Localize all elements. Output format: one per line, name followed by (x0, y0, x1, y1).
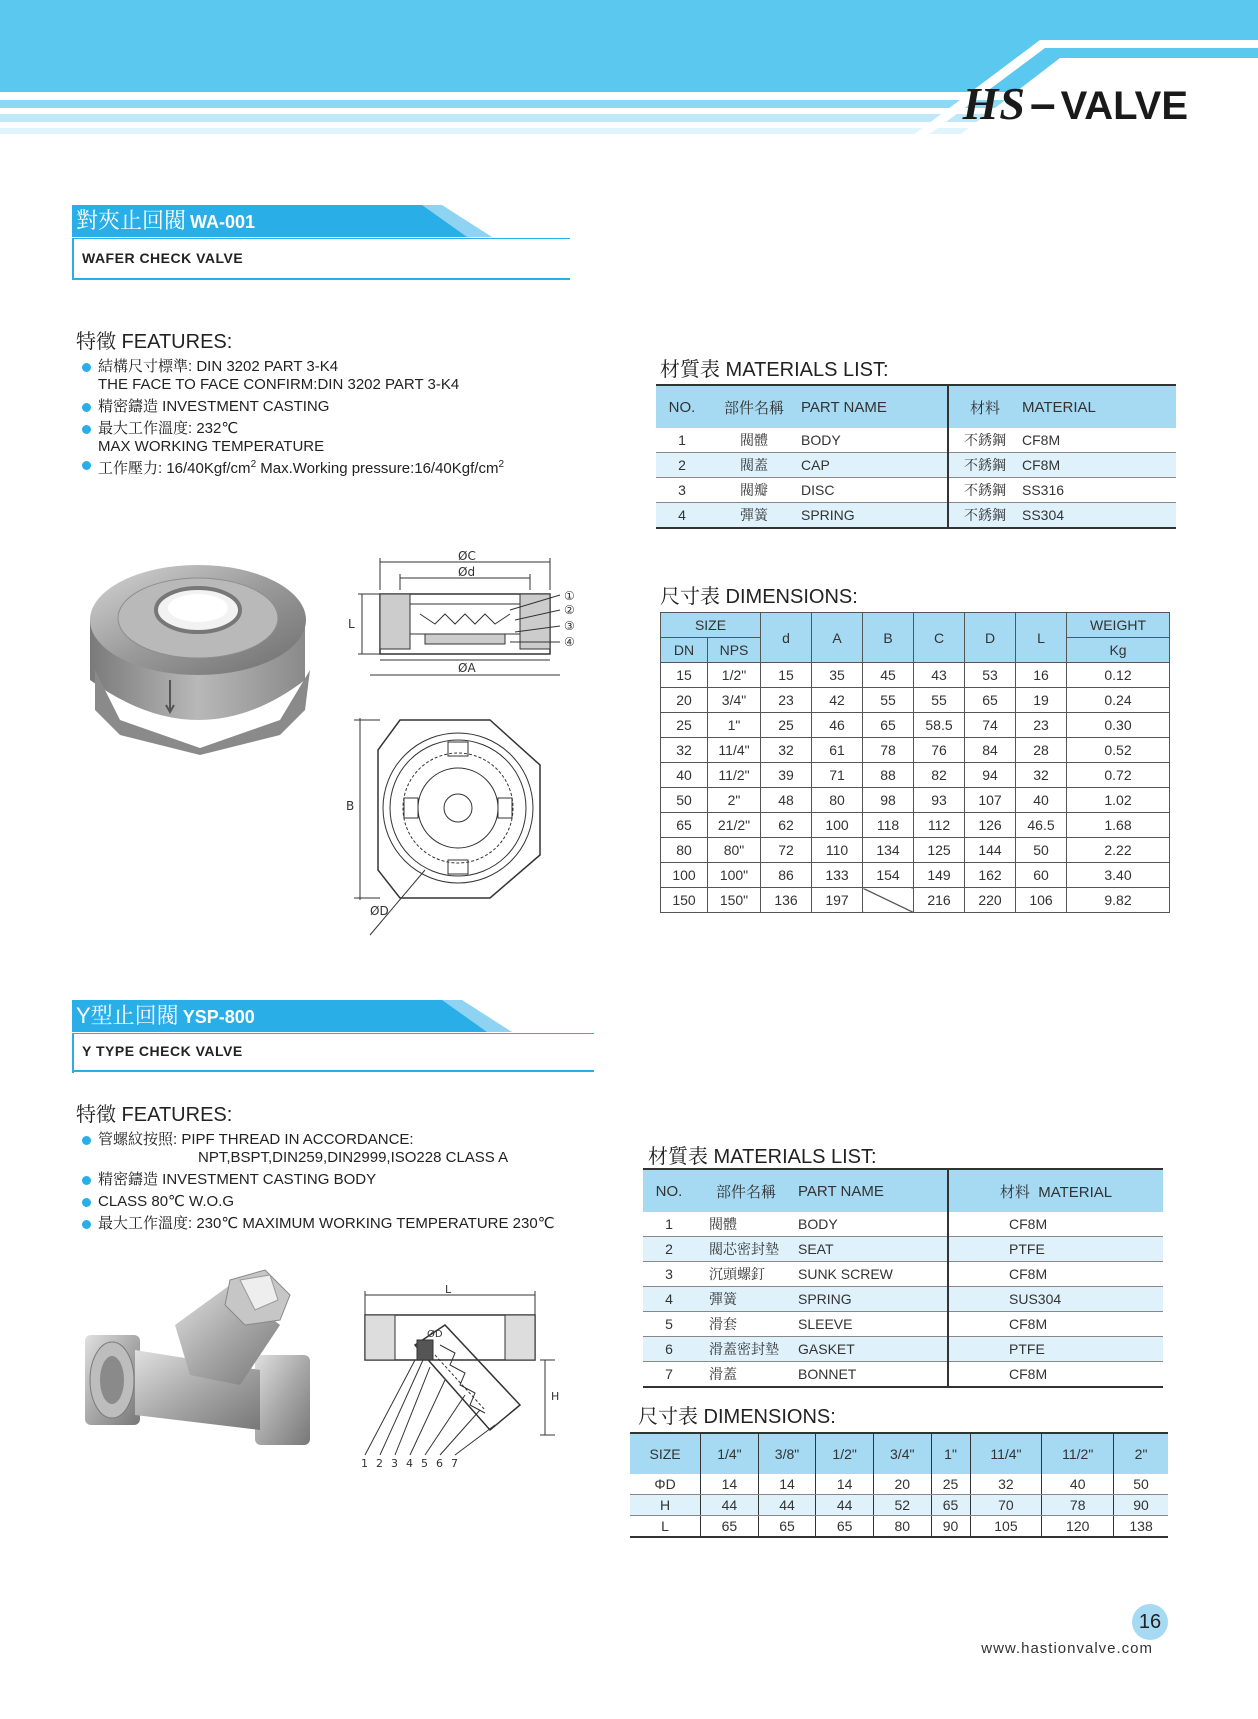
mat-part-en: GASKET (797, 1337, 948, 1362)
mat-part-en: SPRING (797, 1287, 948, 1312)
wafer-subtitle: WAFER CHECK VALVE (82, 250, 244, 266)
wafer-materials-heading: 材質表 MATERIALS LIST: (660, 359, 889, 381)
svg-text:ØD: ØD (427, 1329, 443, 1340)
ytype-mat-row (643, 1362, 1163, 1388)
dims-cell: 78 (1042, 1495, 1114, 1516)
dims-cell: 134 (863, 838, 914, 863)
dims-cell: 58.5 (914, 713, 965, 738)
wafer-dims-row (661, 788, 1170, 813)
mat-part-en: SEAT (797, 1237, 948, 1262)
wafer-feature-2: 精密鑄造 INVESTMENT CASTING (80, 398, 600, 416)
dims-cell: 62 (761, 813, 812, 838)
mat-no: 3 (643, 1262, 695, 1287)
ytype-features-list (80, 1131, 640, 1233)
ytype-feature-2: 精密鑄造 INVESTMENT CASTING BODY (80, 1171, 640, 1189)
dims-cell: 107 (965, 788, 1016, 813)
ytype-section-drawing (355, 1285, 585, 1470)
wafer-dims-col-dd: D (965, 613, 1016, 663)
ytype-feature-3: CLASS 80℃ W.O.G (80, 1193, 640, 1211)
dims-cell: 44 (701, 1495, 759, 1516)
wafer-front-drawing (340, 710, 550, 940)
svg-text:5: 5 (421, 1457, 428, 1470)
wafer-dims-col-size: SIZE (661, 613, 761, 638)
dims-cell: 74 (965, 713, 1016, 738)
mat-material: PTFE (948, 1237, 1163, 1262)
dims-cell: 32 (970, 1474, 1042, 1495)
svg-text:B: B (346, 799, 355, 813)
wafer-dims-row (661, 763, 1170, 788)
mat-part-cn: 滑套 (695, 1312, 797, 1337)
brand-valve: VALVE (1060, 84, 1188, 128)
mat-material: CF8M (948, 1262, 1163, 1287)
mat-no: 5 (643, 1312, 695, 1337)
dims-cell-empty (863, 888, 914, 913)
dims-cell: 98 (863, 788, 914, 813)
mat-part-cn: 閥蓋 (708, 453, 800, 478)
page-number: 16 (1132, 1604, 1168, 1640)
mat-no: 2 (656, 453, 708, 478)
wafer-features-list (80, 358, 600, 478)
wafer-dims-col-weight: WEIGHT (1067, 613, 1170, 638)
svg-text:ØD: ØD (370, 904, 389, 918)
mat-material-en: CF8M (1021, 453, 1176, 478)
wafer-dims-row (661, 863, 1170, 888)
ytype-dims-col: 3/8" (758, 1433, 816, 1474)
dims-cell: 94 (965, 763, 1016, 788)
mat-part-en: BODY (800, 428, 948, 453)
wafer-dims-col-dn: DN (661, 638, 708, 663)
dims-cell: 0.24 (1067, 688, 1170, 713)
dims-cell: 0.52 (1067, 738, 1170, 763)
dims-cell: 80 (661, 838, 708, 863)
mat-no: 6 (643, 1337, 695, 1362)
dims-cell: 40 (1016, 788, 1067, 813)
dims-cell: 72 (761, 838, 812, 863)
dims-cell: ΦD (630, 1474, 701, 1495)
wafer-dims-row (661, 713, 1170, 738)
mat-part-cn: 彈簧 (695, 1287, 797, 1312)
ytype-section-header (72, 1000, 602, 1075)
dims-cell: 19 (1016, 688, 1067, 713)
ytype-feature-4: 最大工作溫度: 230℃ MAXIMUM WORKING TEMPERATURE 230℃ (80, 1215, 640, 1233)
ytype-materials-table (643, 1168, 1163, 1388)
dims-cell: 28 (1016, 738, 1067, 763)
dims-cell: 1.02 (1067, 788, 1170, 813)
ytype-mat-col-parten: PART NAME (797, 1169, 948, 1212)
mat-material-cn: 不銹鋼 (948, 478, 1021, 503)
wafer-valve-photo (80, 560, 320, 755)
svg-text:2: 2 (376, 1457, 383, 1470)
dims-cell: 65 (931, 1495, 970, 1516)
mat-part-en: SPRING (800, 503, 948, 529)
dims-cell: 120 (1042, 1516, 1114, 1538)
ytype-features-heading: 特徵 FEATURES: (76, 1104, 233, 1126)
ytype-dims-col: 3/4" (873, 1433, 931, 1474)
ytype-mat-col-partcn: 部件名稱 (695, 1169, 797, 1212)
dims-cell: 45 (863, 663, 914, 688)
ytype-mat-col-material: 材料 MATERIAL (948, 1169, 1163, 1212)
svg-text:④: ④ (564, 635, 575, 649)
dims-cell: 65 (816, 1516, 874, 1538)
dims-cell: 86 (761, 863, 812, 888)
mat-no: 3 (656, 478, 708, 503)
dims-cell: 80 (873, 1516, 931, 1538)
dims-cell: 0.12 (1067, 663, 1170, 688)
mat-material: PTFE (948, 1337, 1163, 1362)
wafer-dims-col-a: A (812, 613, 863, 663)
dims-cell: 154 (863, 863, 914, 888)
svg-text:L: L (348, 617, 355, 631)
mat-material: SUS304 (948, 1287, 1163, 1312)
dims-cell: 25 (931, 1474, 970, 1495)
dims-cell: 40 (661, 763, 708, 788)
dims-cell: 35 (812, 663, 863, 688)
ytype-dims-col: 1" (931, 1433, 970, 1474)
mat-part-cn: 閥體 (708, 428, 800, 453)
dims-cell: 50 (1114, 1474, 1168, 1495)
wafer-features-heading: 特徵 FEATURES: (76, 331, 233, 353)
mat-material-en: SS316 (1021, 478, 1176, 503)
wafer-dims-col-d: d (761, 613, 812, 663)
dims-cell: 150 (661, 888, 708, 913)
dims-cell: 100" (708, 863, 761, 888)
ytype-tab-slant (382, 1000, 512, 1034)
wafer-title-cn: 對夾止回閥 (76, 208, 187, 233)
dims-cell: 118 (863, 813, 914, 838)
dims-cell: 50 (661, 788, 708, 813)
dims-cell: 1" (708, 713, 761, 738)
ytype-title-cn: Y型止回閥 (76, 1003, 179, 1028)
dims-cell: 84 (965, 738, 1016, 763)
svg-text:Ød: Ød (458, 565, 476, 579)
dims-cell: 136 (761, 888, 812, 913)
wafer-dims-col-c: C (914, 613, 965, 663)
dims-cell: 88 (863, 763, 914, 788)
dims-cell: 220 (965, 888, 1016, 913)
dims-cell: 100 (812, 813, 863, 838)
svg-text:7: 7 (451, 1457, 458, 1470)
dims-cell: 80" (708, 838, 761, 863)
mat-material-en: CF8M (1021, 428, 1176, 453)
dims-cell: 15 (661, 663, 708, 688)
dims-cell: 65 (701, 1516, 759, 1538)
dims-cell: 110 (812, 838, 863, 863)
wafer-feature-1-cont: THE FACE TO FACE CONFIRM:DIN 3202 PART 3-K4 (98, 376, 460, 393)
wafer-title-tab (72, 205, 366, 237)
mat-material: CF8M (948, 1362, 1163, 1388)
dims-cell: 216 (914, 888, 965, 913)
mat-material-cn: 不銹鋼 (948, 428, 1021, 453)
dims-cell: 46 (812, 713, 863, 738)
wafer-dims-row (661, 688, 1170, 713)
dims-cell: 3/4" (708, 688, 761, 713)
dims-cell: 40 (1042, 1474, 1114, 1495)
mat-no: 2 (643, 1237, 695, 1262)
wafer-dims-row (661, 813, 1170, 838)
svg-text:①: ① (564, 589, 575, 603)
mat-material: CF8M (948, 1212, 1163, 1237)
mat-material-cn: 不銹鋼 (948, 453, 1021, 478)
wafer-dims-col-kg: Kg (1067, 638, 1170, 663)
brand-dash: – (1029, 77, 1057, 129)
wafer-section-header (72, 205, 572, 280)
dims-cell: 55 (914, 688, 965, 713)
ytype-mat-row (643, 1312, 1163, 1337)
dims-cell: 0.72 (1067, 763, 1170, 788)
dims-cell: 14 (758, 1474, 816, 1495)
ytype-mat-row (643, 1337, 1163, 1362)
dims-cell: 1.68 (1067, 813, 1170, 838)
mat-part-cn: 沉頭螺釘 (695, 1262, 797, 1287)
dims-cell: 32 (1016, 763, 1067, 788)
wafer-mat-row (656, 503, 1176, 529)
ytype-dims-col: 2" (1114, 1433, 1168, 1474)
mat-part-cn: 滑蓋密封墊 (695, 1337, 797, 1362)
dims-cell: 48 (761, 788, 812, 813)
wafer-dims-row (661, 838, 1170, 863)
dims-cell: L (630, 1516, 701, 1538)
mat-part-cn: 滑蓋 (695, 1362, 797, 1388)
ytype-code: YSP-800 (182, 1007, 255, 1027)
wafer-section-drawing (340, 550, 590, 685)
mat-part-cn: 閥芯密封墊 (695, 1237, 797, 1262)
svg-text:②: ② (564, 603, 575, 617)
mat-material: CF8M (948, 1312, 1163, 1337)
dims-cell: 93 (914, 788, 965, 813)
dims-cell: 16 (1016, 663, 1067, 688)
dims-cell: 125 (914, 838, 965, 863)
ytype-subtitle: Y TYPE CHECK VALVE (82, 1043, 243, 1059)
svg-text:③: ③ (564, 619, 575, 633)
dims-cell: 82 (914, 763, 965, 788)
ytype-mat-row (643, 1237, 1163, 1262)
mat-part-en: BODY (797, 1212, 948, 1237)
mat-no: 4 (656, 503, 708, 529)
mat-no: 1 (643, 1212, 695, 1237)
ytype-title-tab (72, 1000, 386, 1032)
ytype-dims-col: 1/2" (816, 1433, 874, 1474)
dims-cell: 71 (812, 763, 863, 788)
wafer-mat-row (656, 478, 1176, 503)
wafer-dims-col-nps: NPS (708, 638, 761, 663)
mat-part-cn: 彈簧 (708, 503, 800, 529)
mat-no: 4 (643, 1287, 695, 1312)
website-url: www.hastionvalve.com (981, 1640, 1153, 1657)
mat-part-cn: 閥瓣 (708, 478, 800, 503)
wafer-feature-1: 結構尺寸標準: DIN 3202 PART 3-K4 (80, 358, 600, 376)
dims-cell: 42 (812, 688, 863, 713)
dims-cell: 50 (1016, 838, 1067, 863)
wafer-dims-col-b: B (863, 613, 914, 663)
dims-cell: 11/4" (708, 738, 761, 763)
svg-text:6: 6 (436, 1457, 443, 1470)
dims-cell: 65 (965, 688, 1016, 713)
dims-cell: H (630, 1495, 701, 1516)
ytype-mat-col-no: NO. (643, 1169, 695, 1212)
dims-cell: 32 (661, 738, 708, 763)
dims-cell: 39 (761, 763, 812, 788)
ytype-dims-row (630, 1474, 1168, 1495)
dims-cell: 106 (1016, 888, 1067, 913)
dims-cell: 100 (661, 863, 708, 888)
svg-text:ØC: ØC (458, 550, 476, 563)
ytype-dims-col: SIZE (630, 1433, 701, 1474)
dims-cell: 133 (812, 863, 863, 888)
ytype-feature-1: 管螺紋按照: PIPF THREAD IN ACCORDANCE: (80, 1131, 640, 1149)
mat-part-en: SUNK SCREW (797, 1262, 948, 1287)
ytype-dims-col: 11/4" (970, 1433, 1042, 1474)
dims-cell: 2" (708, 788, 761, 813)
ytype-dims-col: 11/2" (1042, 1433, 1114, 1474)
dims-cell: 162 (965, 863, 1016, 888)
mat-part-en: SLEEVE (797, 1312, 948, 1337)
svg-text:ØA: ØA (458, 661, 476, 675)
wafer-feature-4: 工作壓力: $16/40Kgf/cm^2$ Max.Working $pressure:16/40Kgf/cm^2$ (80, 456, 600, 478)
dims-cell: 23 (1016, 713, 1067, 738)
wafer-dims-row (661, 888, 1170, 913)
dims-cell: 14 (816, 1474, 874, 1495)
wafer-feature-3: 最大工作溫度: 232℃ (80, 420, 600, 438)
ytype-valve-photo (80, 1265, 320, 1450)
wafer-tab-slant (362, 205, 492, 239)
wafer-materials-table (656, 384, 1176, 529)
dims-cell: 15 (761, 663, 812, 688)
dims-cell: 21/2" (708, 813, 761, 838)
dims-cell: 60 (1016, 863, 1067, 888)
brand-logo (963, 76, 1188, 130)
dims-cell: 32 (761, 738, 812, 763)
svg-text:1: 1 (361, 1457, 368, 1470)
mat-part-en: BONNET (797, 1362, 948, 1388)
dims-cell: 9.82 (1067, 888, 1170, 913)
dims-cell: 14 (701, 1474, 759, 1495)
wafer-mat-col-partcn: 部件名稱 (708, 385, 800, 428)
wafer-feature-3-cont: MAX WORKING TEMPERATURE (98, 438, 325, 455)
dims-cell: 11/2" (708, 763, 761, 788)
dims-cell: 2.22 (1067, 838, 1170, 863)
wafer-mat-col-maten: MATERIAL (1021, 385, 1176, 428)
wafer-mat-row (656, 453, 1176, 478)
dims-cell: 80 (812, 788, 863, 813)
svg-text:3: 3 (391, 1457, 398, 1470)
brand-hs: HS (962, 78, 1026, 129)
dims-cell: 44 (816, 1495, 874, 1516)
mat-part-cn: 閥體 (695, 1212, 797, 1237)
dims-cell: 112 (914, 813, 965, 838)
dims-cell: 90 (931, 1516, 970, 1538)
ytype-dims-table (630, 1432, 1168, 1538)
dims-cell: 55 (863, 688, 914, 713)
dims-cell: 52 (873, 1495, 931, 1516)
dims-cell: 25 (761, 713, 812, 738)
dims-cell: 65 (758, 1516, 816, 1538)
ytype-dims-col: 1/4" (701, 1433, 759, 1474)
dims-cell: 61 (812, 738, 863, 763)
dims-cell: 78 (863, 738, 914, 763)
wafer-mat-col-no: NO. (656, 385, 708, 428)
wafer-dims-col-l: L (1016, 613, 1067, 663)
dims-cell: 23 (761, 688, 812, 713)
wafer-dims-row (661, 738, 1170, 763)
mat-part-en: CAP (800, 453, 948, 478)
mat-material-en: SS304 (1021, 503, 1176, 529)
dims-cell: 20 (661, 688, 708, 713)
dims-cell: 138 (1114, 1516, 1168, 1538)
ytype-dims-row (630, 1495, 1168, 1516)
dims-cell: 144 (965, 838, 1016, 863)
ytype-feature-1-cont: NPT,BSPT,DIN259,DIN2999,ISO228 CLASS A (198, 1149, 509, 1166)
ytype-materials-heading: 材質表 MATERIALS LIST: (648, 1146, 877, 1168)
ytype-dims-row (630, 1516, 1168, 1538)
wafer-code: WA-001 (190, 212, 256, 232)
ytype-mat-row (643, 1212, 1163, 1237)
dims-cell: 70 (970, 1495, 1042, 1516)
wafer-mat-col-parten: PART NAME (800, 385, 948, 428)
dims-cell: 0.30 (1067, 713, 1170, 738)
dims-cell: 53 (965, 663, 1016, 688)
svg-text:4: 4 (406, 1457, 413, 1470)
dims-cell: 46.5 (1016, 813, 1067, 838)
dims-cell: 197 (812, 888, 863, 913)
svg-text:L: L (445, 1285, 452, 1296)
svg-text:H: H (551, 1390, 560, 1403)
mat-no: 7 (643, 1362, 695, 1388)
dims-cell: 1/2" (708, 663, 761, 688)
dims-cell: 105 (970, 1516, 1042, 1538)
dims-cell: 43 (914, 663, 965, 688)
dims-cell: 149 (914, 863, 965, 888)
wafer-dims-heading: 尺寸表 DIMENSIONS: (660, 586, 858, 608)
ytype-mat-row (643, 1287, 1163, 1312)
dims-cell: 44 (758, 1495, 816, 1516)
dims-cell: 65 (661, 813, 708, 838)
dims-cell: 3.40 (1067, 863, 1170, 888)
wafer-dims-row (661, 663, 1170, 688)
dims-cell: 90 (1114, 1495, 1168, 1516)
wafer-dims-table (660, 612, 1170, 913)
ytype-dims-heading: 尺寸表 DIMENSIONS: (638, 1406, 836, 1428)
ytype-mat-row (643, 1262, 1163, 1287)
dims-cell: 20 (873, 1474, 931, 1495)
dims-cell: 126 (965, 813, 1016, 838)
mat-part-en: DISC (800, 478, 948, 503)
dims-cell: 150" (708, 888, 761, 913)
dims-cell: 65 (863, 713, 914, 738)
dims-cell: 25 (661, 713, 708, 738)
dims-cell: 76 (914, 738, 965, 763)
mat-no: 1 (656, 428, 708, 453)
wafer-mat-row (656, 428, 1176, 453)
wafer-mat-col-matcn: 材料 (948, 385, 1021, 428)
mat-material-cn: 不銹鋼 (948, 503, 1021, 529)
